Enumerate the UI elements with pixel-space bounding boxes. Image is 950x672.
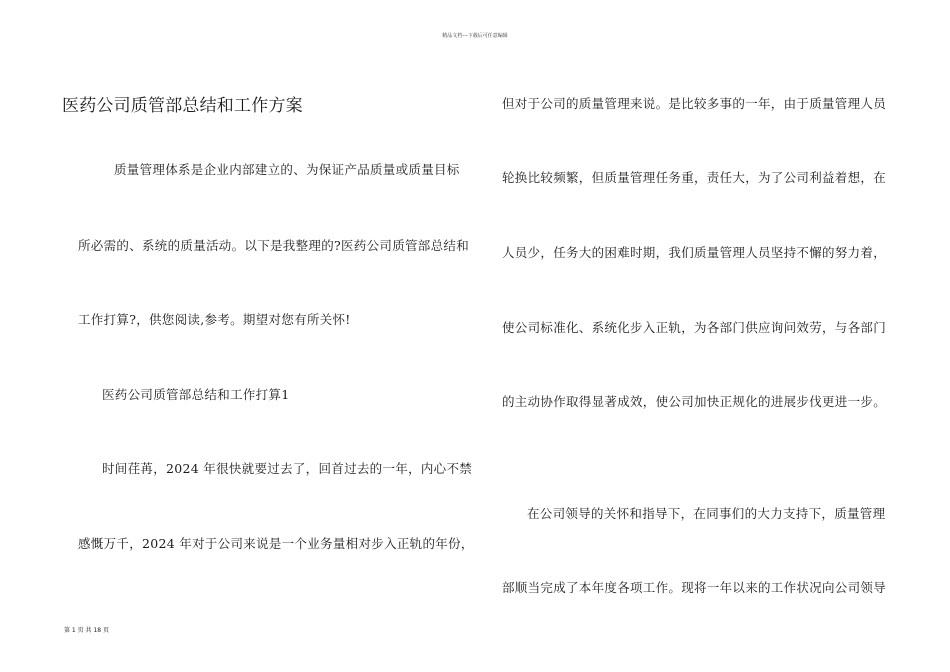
left-line-2: 所必需的、系统的质量活动。以下是我整理的?医药公司质管部总结和 xyxy=(78,238,470,253)
right-line-1: 但对于公司的质量管理来说。是比较多事的一年，由于质量管理人员 xyxy=(502,96,887,111)
right-line-2: 轮换比较频繁，但质量管理任务重，责任大，为了公司利益着想，在 xyxy=(502,170,887,185)
right-line-3: 人员少，任务大的困难时期，我们质量管理人员坚持不懈的努力着， xyxy=(502,245,887,260)
header-note: 精品文档---下载后可任意编辑 xyxy=(442,33,508,39)
left-line-1: 质量管理体系是企业内部建立的、为保证产品质量或质量目标 xyxy=(114,162,460,177)
left-line-3: 工作打算?，供您阅读,参考。期望对您有所关怀! xyxy=(78,312,351,327)
right-line-7: 部顺当完成了本年度各项工作。现将一年以来的工作状况向公司领导 xyxy=(502,580,887,595)
page-number: 第 1 页 共 18 页 xyxy=(64,627,109,634)
right-line-4: 使公司标准化、系统化步入正轨，为各部门供应询问效劳，与各部门 xyxy=(502,320,887,335)
left-line-6: 感慨万千，2024 年对于公司来说是一个业务量相对步入正轨的年份， xyxy=(78,536,474,551)
left-line-5: 时间荏苒，2024 年很快就要过去了，回首过去的一年，内心不禁 xyxy=(102,461,473,476)
right-line-6: 在公司领导的关怀和指导下，在同事们的大力支持下，质量管理 xyxy=(527,506,886,521)
right-line-5: 的主动协作取得显著成效，使公司加快正规化的进展步伐更进一步。 xyxy=(502,394,887,409)
section-heading: 医药公司质管部总结和工作打算1 xyxy=(102,387,290,402)
document-title: 医药公司质管部总结和工作方案 xyxy=(62,96,303,116)
